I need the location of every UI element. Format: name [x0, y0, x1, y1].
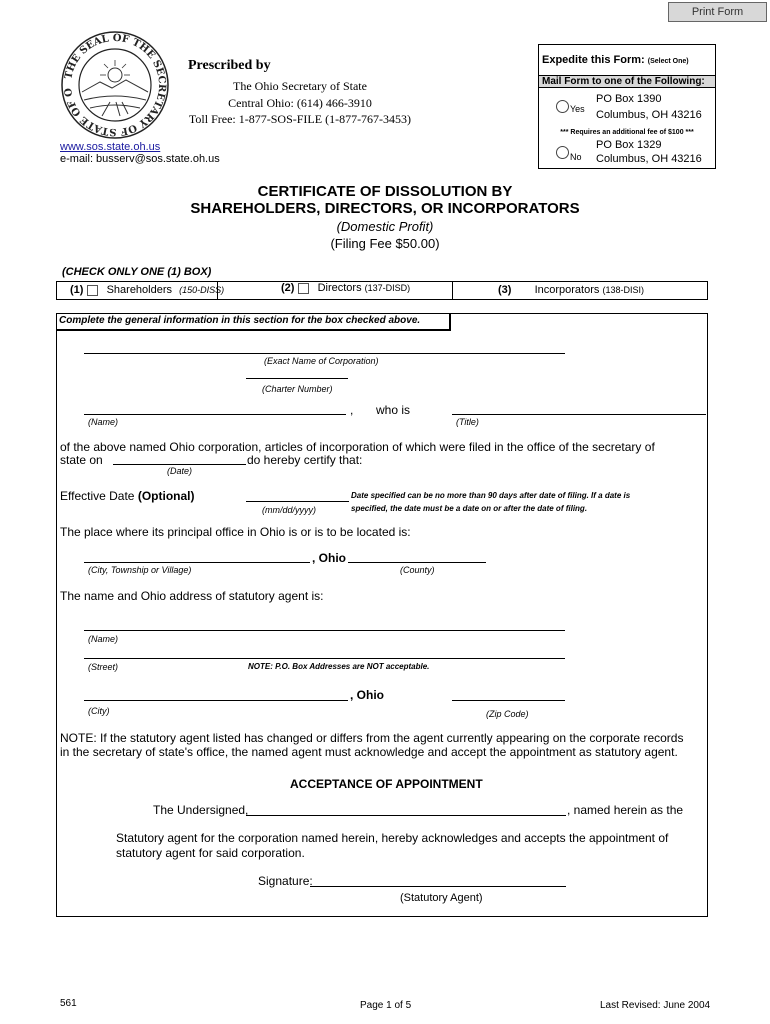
agent-street-field[interactable] [84, 658, 565, 659]
agent-note-line1: NOTE: If the statutory agent listed has changed or differs from the agent currently appearing on the corporate records [60, 731, 684, 745]
principal-office-label: The place where its principal office in Ohio is or is to be located is: [60, 525, 411, 539]
charter-number-field[interactable] [246, 378, 348, 379]
check-one-heading: (CHECK ONLY ONE (1) BOX) [62, 266, 212, 278]
date-format-caption: (mm/dd/yyyy) [262, 505, 316, 515]
signer-name-field[interactable] [84, 414, 346, 415]
print-form-button[interactable]: Print Form [668, 2, 767, 22]
title-caption: (Title) [456, 417, 479, 427]
acceptance-heading: ACCEPTANCE OF APPOINTMENT [290, 777, 483, 791]
toll-free-phone: Toll Free: 1-877-SOS-FILE (1-877-767-3453) [188, 112, 412, 126]
po-box-note: NOTE: P.O. Box Addresses are NOT acceptable. [248, 662, 430, 671]
undersigned-name-field[interactable] [246, 815, 566, 816]
agent-city-field[interactable] [84, 700, 348, 701]
effective-date-field[interactable] [246, 501, 349, 502]
zip-caption: (Zip Code) [486, 709, 529, 719]
option-directors[interactable]: (2) Directors (137-DISD) [281, 282, 411, 294]
agent-ohio-label: , Ohio [350, 688, 384, 702]
articles-date-field[interactable] [113, 464, 246, 465]
central-phone: Central Ohio: (614) 466-3910 [228, 96, 372, 110]
name-caption: (Name) [88, 417, 119, 427]
signature-label: Signature: [258, 874, 313, 888]
page-number: Page 1 of 5 [360, 1000, 412, 1011]
corporation-name-field[interactable] [84, 353, 565, 354]
agent-zip-field[interactable] [452, 700, 565, 701]
no-po-box: PO Box 1329 [596, 139, 662, 151]
city-caption: (City, Township or Village) [88, 565, 192, 575]
county-caption: (County) [400, 565, 435, 575]
date-caption: (Date) [167, 466, 193, 476]
expedite-box [538, 44, 716, 169]
certify-text-line1: of the above named Ohio corporation, articles of incorporation of which were filed in the office of the secretary of [60, 440, 655, 454]
statutory-agent-caption: (Statutory Agent) [400, 892, 483, 904]
date-note-line2: specified, the date must be a date on or after the date of filing. [351, 504, 588, 513]
signer-title-field[interactable] [452, 414, 706, 415]
instruction-tab: Complete the general information in this section for the box checked above. [56, 313, 451, 331]
expedite-title: Expedite this Form: (Select One) [542, 54, 689, 66]
fee-note: *** Requires an additional fee of $100 *** [560, 129, 694, 136]
who-is-label: who is [376, 403, 411, 417]
no-city: Columbus, OH 43216 [596, 153, 702, 165]
acceptance-body-line2: statutory agent for said corporation. [116, 846, 305, 860]
agent-heading: The name and Ohio address of statutory agent is: [60, 589, 324, 603]
agent-city-caption: (City) [88, 706, 110, 716]
state-on-label: state on [60, 453, 103, 467]
expedite-no-radio[interactable] [556, 146, 569, 159]
option-incorporators[interactable]: (3) Incorporators (138-DISI) [498, 284, 644, 296]
effective-date-label: Effective Date (Optional) [60, 489, 195, 503]
office-city-field[interactable] [84, 562, 310, 563]
acceptance-body-line1: Statutory agent for the corporation named herein, hereby acknowledges and accepts the appointment of [116, 831, 669, 845]
no-label: No [570, 152, 582, 162]
email-text: e-mail: busserv@sos.state.oh.us [60, 153, 220, 165]
office-name: The Ohio Secretary of State [233, 79, 367, 93]
undersigned-label: The Undersigned, [153, 803, 249, 817]
form-number: 561 [60, 998, 77, 1009]
mail-heading: Mail Form to one of the Following: [539, 75, 715, 88]
street-caption: (Street) [88, 662, 119, 672]
prescribed-by: Prescribed by [188, 58, 271, 73]
check-box-row [56, 281, 708, 300]
agent-name-field[interactable] [84, 630, 565, 631]
named-herein-label: , named herein as the [567, 803, 684, 817]
ohio-label: , Ohio [312, 551, 346, 565]
shareholders-checkbox[interactable] [87, 285, 98, 296]
directors-checkbox[interactable] [298, 283, 309, 294]
charter-caption: (Charter Number) [262, 384, 333, 394]
yes-city: Columbus, OH 43216 [596, 109, 702, 121]
seal-text: THE SEAL OF THE SECRETARY OF STATE OF O [62, 32, 168, 138]
yes-label: Yes [570, 104, 585, 114]
expedite-yes-radio[interactable] [556, 100, 569, 113]
comma: , [350, 403, 354, 417]
form-title-line1: CERTIFICATE OF DISSOLUTION BY [257, 183, 513, 200]
office-county-field[interactable] [348, 562, 486, 563]
yes-po-box: PO Box 1390 [596, 93, 662, 105]
last-revised: Last Revised: June 2004 [600, 1000, 711, 1011]
seal-of-ohio [60, 30, 170, 140]
form-subtitle: (Domestic Profit) [336, 219, 434, 234]
agent-name-caption: (Name) [88, 634, 119, 644]
corp-name-caption: (Exact Name of Corporation) [264, 356, 379, 366]
filing-fee: (Filing Fee $50.00) [330, 236, 440, 251]
option-shareholders[interactable]: (1) Shareholders (150-DISS) [70, 284, 225, 296]
signature-field[interactable] [310, 886, 566, 887]
certify-end: do hereby certify that: [247, 453, 363, 467]
form-title-line2: SHAREHOLDERS, DIRECTORS, OR INCORPORATORS [190, 200, 580, 217]
website-link[interactable]: www.sos.state.oh.us [60, 141, 161, 153]
agent-note-line2: in the secretary of state's office, the named agent must acknowledge and accept the appointment as statutory agent. [60, 745, 678, 759]
date-note-line1: Date specified can be no more than 90 days after date of filing. If a date is [351, 491, 631, 500]
